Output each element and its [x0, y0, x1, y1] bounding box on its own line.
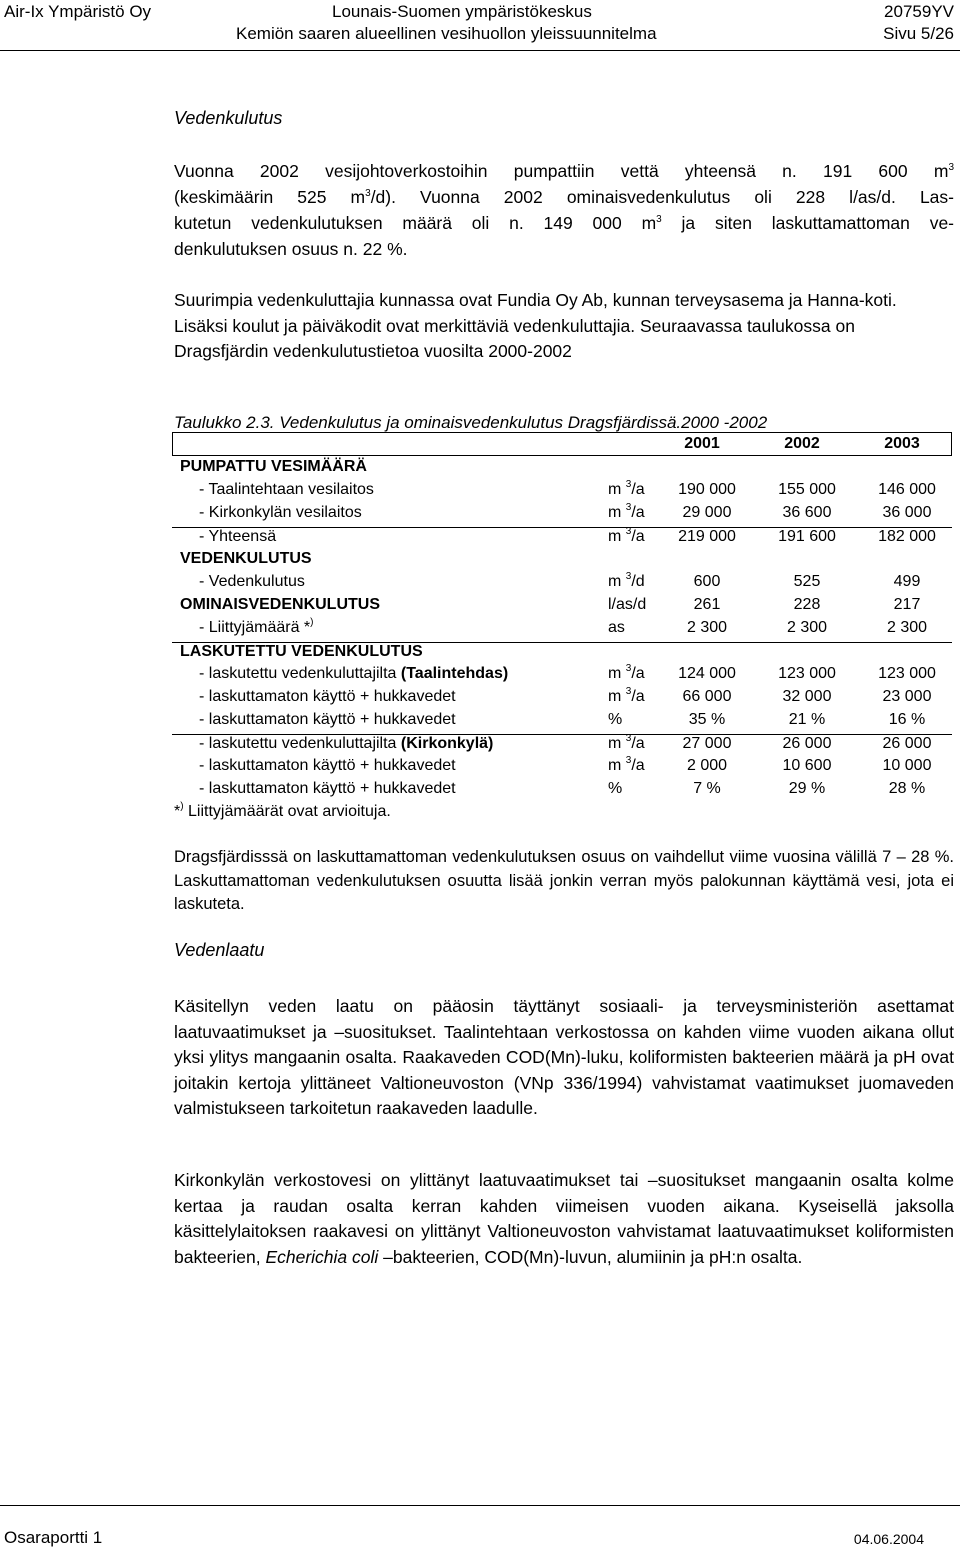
table-unit: m $^3$/a: [608, 502, 645, 521]
table-section-label: OMINAISVEDENKULUTUS: [180, 596, 381, 613]
table-row: [172, 481, 952, 503]
table-cell-2001: 66 000: [682, 688, 732, 705]
footer-divider: [0, 1505, 960, 1506]
table-cell-2003: 123 000: [878, 665, 936, 682]
table-row-label: - laskuttamaton käyttö + hukkavedet: [199, 688, 456, 705]
table-cell-2001: 2 300: [686, 619, 728, 636]
col-header-2003: 2003: [884, 435, 920, 452]
table-unit: %: [608, 711, 623, 728]
table-section-label: VEDENKULUTUS: [180, 550, 312, 567]
table-row: [172, 780, 952, 802]
table-unit: %: [608, 780, 623, 797]
table-cell-2002: 29 %: [788, 780, 826, 797]
table-unit: m $^3$/d: [608, 571, 645, 590]
table-unit: m $^3$/a: [608, 479, 645, 498]
table-row-label: - laskutettu vedenkuluttajilta (Taalintehdas): [199, 665, 509, 682]
table-row: [172, 550, 952, 572]
table-cell-2002: 191 600: [778, 528, 836, 545]
table-row: [172, 596, 952, 618]
col-header-2002: 2002: [784, 435, 820, 452]
paragraph-kirkonkyla-quality: Kirkonkylän verkostovesi on ylittänyt laatuvaatimukset tai –suositukset mangaanin osalta kolme kertaa ja raudan osalta kerran kahden viimeisen vuoden aikana. Kyseisellä jaksolla käsittelylaitoksen raakavesi on ylittänyt Valtioneuvoston vahvistamat laatuvaatimukset koliformisten bakteerien, Echerichia coli –bakteerien, COD(Mn)-luvun, alumiinin ja pH:n osalta.: [174, 1170, 954, 1267]
table-section-label: PUMPATTU VESIMÄÄRÄ: [180, 458, 367, 475]
table-cell-2001: 7 %: [693, 780, 721, 797]
col-header-2001: 2001: [684, 435, 720, 452]
table-cell-2002: 10 600: [782, 757, 832, 774]
table-cell-2003: 28 %: [888, 780, 926, 797]
table-row-label: - Yhteensä: [199, 528, 277, 545]
table-row: [172, 757, 952, 779]
paragraph-largest-consumers: Suurimpia vedenkuluttajia kunnassa ovat Fundia Oy Ab, kunnan terveysasema ja Hanna-koti. Lisäksi koulut ja päiväkodit ovat merkittäviä vedenkuluttajia. Seuraavassa taulukossa on Dragsfjärdin vedenkulutustietoa vuosilta 2000-2002: [174, 290, 897, 361]
table-unit: m $^3$/a: [608, 686, 645, 705]
table-cell-2002: 155 000: [778, 481, 836, 498]
table-row: [172, 619, 952, 641]
paragraph-consumption-summary: Vuonna 2002 vesijohtoverkostoihin pumpattiin vettä yhteensä n. 191 600 $m^3$ (keskimäärin 525 $m^3/d$). Vuonna 2002 ominaisvedenkulutus oli 228 l/as/d. Las- kutetun vedenkulutuksen määrä oli n. 149 000 $m^3$ ja siten laskuttamattoman ve- denkulutuksen osuus n. 22 %.: [174, 161, 955, 259]
table-cell-2001: 190 000: [678, 481, 736, 498]
table-cell-2001: 219 000: [678, 528, 736, 545]
table-row-label: - Kirkonkylän vesilaitos: [199, 504, 362, 521]
header-client: Lounais-Suomen ympäristökeskus: [332, 2, 592, 21]
table-unit: m $^3$/a: [608, 663, 645, 682]
table-row: [172, 504, 952, 526]
table-cell-2001: 261: [693, 596, 721, 613]
paragraph-unbilled-share: Dragsfjärdisssä on laskuttamattoman vedenkulutuksen osuus on vaihdellut viime vuosina välillä 7 – 28 %. Laskuttamattoman vedenkulutuksen osuutta lisää jonkin verran myös palokunnan käyttämä vesi, jota ei laskuteta.: [174, 848, 954, 913]
table-cell-2001: 35 %: [688, 711, 726, 728]
table-cell-2003: 26 000: [882, 735, 932, 752]
table-unit: m $^3$/a: [608, 526, 645, 545]
paragraph-water-quality: Käsitellyn veden laatu on pääosin täyttänyt sosiaali- ja terveysministeriön asettamat laatuvaatimukset ja –suositukset. Taalintehtaan verkostossa on kahden viime vuoden aikana ollut yksi ylitys mangaanin osalta. Raakaveden COD(Mn)-luku, koliformisten bakteerien määrä ja pH ovat joitakin kertoja ylittäneet Valtioneuvoston (VNp 336/1994) vahvistamat vaatimukset juomaveden valmistukseen tarkoitetun raakaveden laadulle.: [174, 996, 954, 1118]
table-row: [172, 711, 952, 733]
header-document-title: Kemiön saaren alueellinen vesihuollon yleissuunnitelma: [236, 24, 657, 43]
table-cell-2001: 27 000: [682, 735, 732, 752]
table-row: [172, 642, 952, 665]
header-company: Air-Ix Ympäristö Oy: [4, 2, 152, 21]
table-footnote: *) Liittyjämäärät ovat arvioituja.: [174, 801, 391, 820]
table-cell-2002: 228: [793, 596, 821, 613]
table-row-label: - Vedenkulutus: [199, 573, 305, 590]
table-row-label: - laskuttamaton käyttö + hukkavedet: [199, 711, 456, 728]
table-cell-2003: 499: [893, 573, 921, 590]
table-cell-2002: 26 000: [782, 735, 832, 752]
table-cell-2003: 2 300: [886, 619, 928, 636]
footer-date: 04.06.2004: [853, 1531, 924, 1547]
table-row: [172, 734, 952, 757]
table-cell-2001: 2 000: [686, 757, 728, 774]
table-row: [172, 458, 952, 480]
table-row: [172, 527, 952, 550]
table-cell-2003: 217: [893, 596, 921, 613]
table-cell-2002: 32 000: [782, 688, 832, 705]
header-divider: [0, 50, 960, 51]
table-cell-2003: 146 000: [878, 481, 936, 498]
table-unit: m $^3$/a: [608, 755, 645, 774]
table-cell-2001: 600: [693, 573, 721, 590]
section-heading-vedenlaatu: Vedenlaatu: [174, 940, 265, 960]
header-project-code: 20759YV: [884, 2, 954, 21]
table-cell-2002: 21 %: [788, 711, 826, 728]
table-row-label: - Liittyjämäärä *): [199, 617, 314, 636]
table-unit: m $^3$/a: [608, 733, 645, 752]
table-cell-2001: 124 000: [678, 665, 736, 682]
table-cell-2003: 23 000: [882, 688, 932, 705]
table-row-label: - laskuttamaton käyttö + hukkavedet: [199, 757, 456, 774]
table-cell-2001: 29 000: [682, 504, 732, 521]
table-row-label: - laskuttamaton käyttö + hukkavedet: [199, 780, 456, 797]
table-section-label: LASKUTETTU VEDENKULUTUS: [180, 643, 423, 660]
table-row-label: - laskutettu vedenkuluttajilta (Kirkonkylä): [199, 735, 494, 752]
section-heading-vedenkulutus: Vedenkulutus: [174, 108, 283, 128]
table-caption: Taulukko 2.3. Vedenkulutus ja ominaisvedenkulutus Dragsfjärdissä.2000 -2002: [174, 413, 768, 432]
table-row: [172, 573, 952, 595]
table-cell-2003: 16 %: [888, 711, 926, 728]
table-cell-2002: 2 300: [786, 619, 828, 636]
table-cell-2002: 36 600: [782, 504, 832, 521]
table-row-label: - Taalintehtaan vesilaitos: [199, 481, 374, 498]
table-row: [172, 688, 952, 710]
table-cell-2003: 36 000: [882, 504, 932, 521]
table-row: [172, 665, 952, 687]
table-unit: l/as/d: [608, 596, 647, 613]
header-page-number: Sivu 5/26: [883, 24, 954, 43]
table-unit: as: [608, 619, 625, 636]
table-cell-2002: 525: [793, 573, 821, 590]
table-cell-2003: 10 000: [882, 757, 932, 774]
footer-report-name: Osaraportti 1: [4, 1528, 103, 1547]
table-cell-2002: 123 000: [778, 665, 836, 682]
table-cell-2003: 182 000: [878, 528, 936, 545]
